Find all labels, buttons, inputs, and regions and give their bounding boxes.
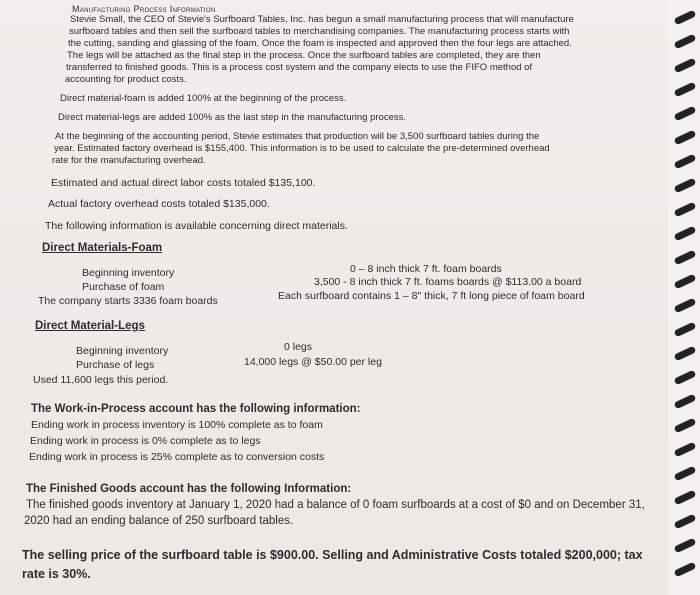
- section-heading: Manufacturing Process Information: [72, 4, 216, 14]
- binding-coil: [674, 298, 697, 314]
- binding-coil: [674, 322, 697, 338]
- binding-coil: [674, 130, 697, 146]
- foam-starts-label: The company starts 3336 foam boards: [38, 295, 218, 307]
- wip-title: The Work-in-Process account has the following information:: [31, 403, 361, 415]
- legs-beginning-value: 0 legs: [284, 341, 313, 353]
- overhead-note: Actual factory overhead costs totaled $135,000.: [48, 198, 270, 210]
- foam-purchase-value: 3,500 - 8 inch thick 7 ft. foams boards @ $113.00 a board: [314, 276, 582, 288]
- spiral-binding: [668, 0, 700, 595]
- binding-coil: [674, 106, 697, 122]
- binding-coil: [674, 490, 697, 506]
- binding-coil: [674, 10, 697, 26]
- estimate-line: rate for the manufacturing overhead.: [52, 155, 206, 166]
- binding-coil: [674, 418, 697, 434]
- foam-beginning-value: 0 – 8 inch thick 7 ft. foam boards: [350, 263, 502, 275]
- binding-coil: [674, 178, 697, 194]
- fg-line: The finished goods inventory at January 1, 2020 had a balance of 0 foam surfboards at a cost of $0 and on December 31,: [26, 499, 645, 511]
- intro-line: The legs will be attached as the final step in the process. Once the surfboard tables are completed, they are then: [67, 50, 541, 61]
- wip-line: Ending work in process is 0% complete as to legs: [30, 435, 261, 447]
- wip-line: Ending work in process inventory is 100% complete as to foam: [31, 419, 323, 431]
- materials-intro: The following information is available concerning direct materials.: [45, 220, 348, 232]
- legs-purchase-label: Purchase of legs: [76, 359, 155, 371]
- foam-section-title: Direct Materials-Foam: [42, 242, 163, 254]
- wip-line: Ending work in process is 25% complete as to conversion costs: [29, 451, 325, 463]
- tax-rate-line: rate is 30%.: [22, 567, 91, 581]
- fg-title: The Finished Goods account has the following Information:: [26, 483, 352, 495]
- binding-coil: [674, 442, 697, 458]
- legs-section-title: Direct Material-Legs: [35, 320, 145, 332]
- binding-coil: [674, 538, 697, 554]
- intro-line: transferred to finished goods. This is a process cost system and the company elects to use the FIFO method of: [66, 62, 533, 73]
- intro-line: surfboard tables and then sell the surfboard tables to merchandising companies. The manufacturing process starts with: [69, 26, 570, 37]
- binding-coil: [674, 562, 697, 578]
- binding-coil: [674, 226, 697, 242]
- intro-line: the cutting, sanding and glassing of the foam. Once the foam is inspected and approved then the four legs are attached.: [68, 38, 572, 49]
- foam-starts-value: Each surfboard contains 1 – 8" thick, 7 ft long piece of foam board: [278, 290, 585, 302]
- binding-coil: [674, 250, 697, 266]
- binding-coil: [674, 370, 697, 386]
- estimate-line: At the beginning of the accounting period, Stevie estimates that production will be 3,500 surfboard tables during the: [55, 131, 540, 142]
- dm-foam-note: Direct material-foam is added 100% at the beginning of the process.: [60, 93, 347, 104]
- foam-purchase-label: Purchase of foam: [82, 281, 165, 293]
- intro-line: Stevie Small, the CEO of Stevie's Surfboard Tables, Inc. has begun a small manufacturing process that will manufacture: [70, 14, 574, 25]
- binding-coil: [674, 154, 697, 170]
- dm-legs-note: Direct material-legs are added 100% as the last step in the manufacturing process.: [58, 112, 406, 123]
- intro-line: accounting for product costs.: [65, 74, 187, 85]
- estimate-line: year. Estimated factory overhead is $155,400. This information is to be used to calculate the pre-determined overhead: [54, 143, 550, 154]
- binding-coil: [674, 514, 697, 530]
- binding-coil: [674, 82, 697, 98]
- legs-beginning-label: Beginning inventory: [76, 345, 169, 357]
- fg-line: 2020 had an ending balance of 250 surfboard tables.: [24, 515, 294, 527]
- legs-purchase-value: 14,000 legs @ $50.00 per leg: [244, 356, 382, 368]
- labor-note: Estimated and actual direct labor costs totaled $135,100.: [51, 177, 316, 189]
- binding-coil: [674, 274, 697, 290]
- binding-coil: [674, 34, 697, 50]
- binding-coil: [674, 58, 697, 74]
- binding-coil: [674, 202, 697, 218]
- binding-coil: [674, 346, 697, 362]
- foam-beginning-label: Beginning inventory: [82, 267, 175, 279]
- binding-coil: [674, 466, 697, 482]
- legs-used-label: Used 11,600 legs this period.: [33, 374, 169, 386]
- binding-coil: [674, 394, 697, 410]
- selling-price-line: The selling price of the surfboard table is $900.00. Selling and Administrative Costs totaled $200,000; tax: [22, 548, 643, 562]
